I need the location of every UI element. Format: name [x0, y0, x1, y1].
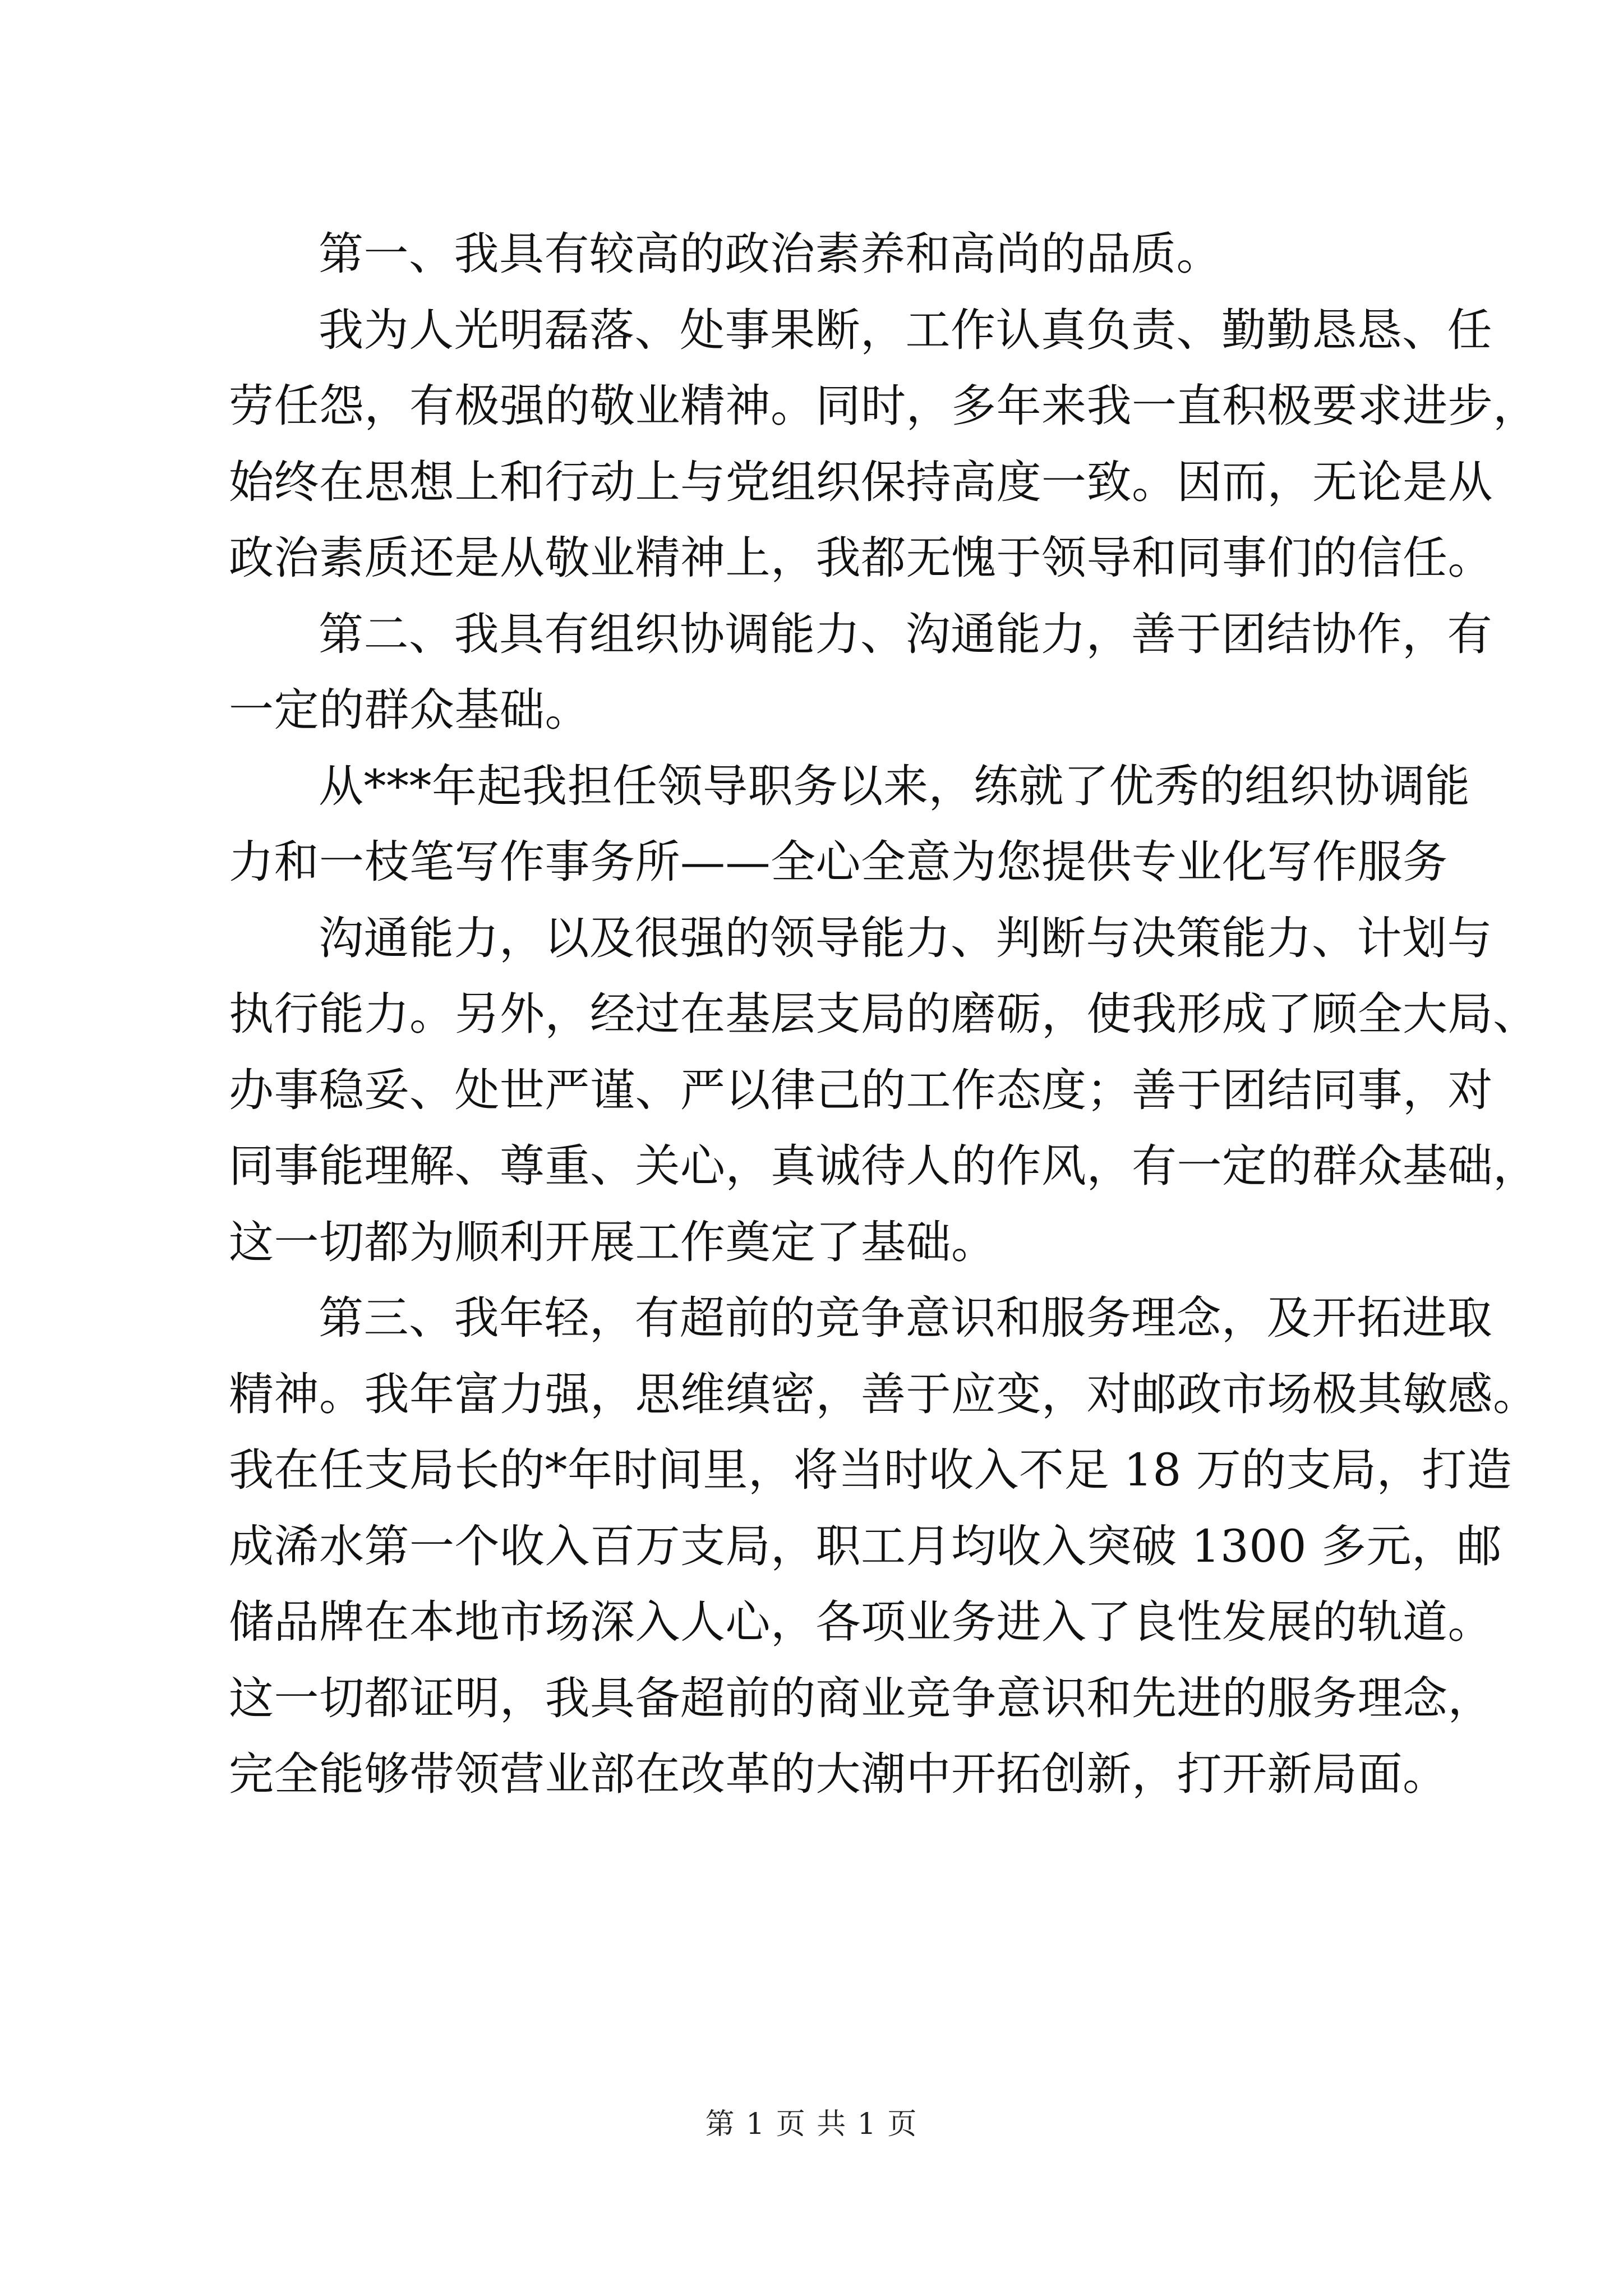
- paragraph-line: 一定的群众基础。: [229, 684, 590, 736]
- page-footer: [0, 2105, 1623, 2144]
- paragraph-line: 这一切都为顺利开展工作奠定了基础。: [229, 1216, 997, 1268]
- paragraph-line: 始终在思想上和行动上与党组织保持高度一致。因而，无论是从: [229, 455, 1493, 508]
- paragraph-line: 力和一枝笔写作事务所——全心全意为您提供专业化写作服务: [229, 836, 1448, 888]
- paragraph-line: 同事能理解、尊重、关心，真诚待人的作风，有一定的群众基础，: [229, 1140, 1538, 1192]
- paragraph-1: [229, 216, 1429, 292]
- paragraph-line: 第三、我年轻，有超前的竞争意识和服务理念，及开拓进取: [319, 1292, 1492, 1344]
- paragraph-line: 沟通能力，以及很强的领导能力、判断与决策能力、计划与: [319, 912, 1492, 964]
- paragraph-line: 我在任支局长的*年时间里，将当时收入不足 18 万的支局，打造: [229, 1444, 1513, 1496]
- page-number-label: 第 1 页 共 1 页: [705, 2108, 918, 2141]
- paragraph-line: 我为人光明磊落、处事果断，工作认真负责、勤勤恳恳、任: [319, 303, 1492, 356]
- paragraph-6: [229, 1280, 1538, 1812]
- paragraph-5: [229, 900, 1538, 1281]
- paragraph-line: 完全能够带领营业部在改革的大潮中开拓创新，打开新局面。: [229, 1748, 1448, 1800]
- paragraph-line: 储品牌在本地市场深入人心，各项业务进入了良性发展的轨道。: [229, 1596, 1493, 1648]
- paragraph-line: 成浠水第一个收入百万支局，职工月均收入突破 1300 多元，邮: [229, 1520, 1502, 1572]
- paragraph-line: 劳任怨，有极强的敬业精神。同时，多年来我一直积极要求进步，: [229, 380, 1538, 432]
- paragraph-line: 这一切都证明，我具备超前的商业竞争意识和先进的服务理念，: [229, 1672, 1493, 1724]
- paragraph-line: 办事稳妥、处世严谨、严以律己的工作态度；善于团结同事，对: [229, 1064, 1493, 1116]
- paragraph-line: 第二、我具有组织协调能力、沟通能力，善于团结协作，有: [319, 608, 1492, 660]
- paragraph-3: [229, 596, 1492, 748]
- paragraph-line: 第一、我具有较高的政治素养和高尚的品质。: [319, 228, 1221, 280]
- paragraph-line: 从***年起我担任领导职务以来，练就了优秀的组织协调能: [319, 760, 1470, 812]
- paragraph-line: 执行能力。另外，经过在基层支局的磨砺，使我形成了顾全大局、: [229, 988, 1538, 1040]
- paragraph-line: 政治素质还是从敬业精神上，我都无愧于领导和同事们的信任。: [229, 532, 1493, 584]
- document-body: [229, 216, 1538, 1812]
- paragraph-2: [229, 292, 1538, 596]
- paragraph-line: 精神。我年富力强，思维缜密，善于应变，对邮政市场极其敏感。: [229, 1368, 1538, 1420]
- paragraph-4: [229, 748, 1470, 900]
